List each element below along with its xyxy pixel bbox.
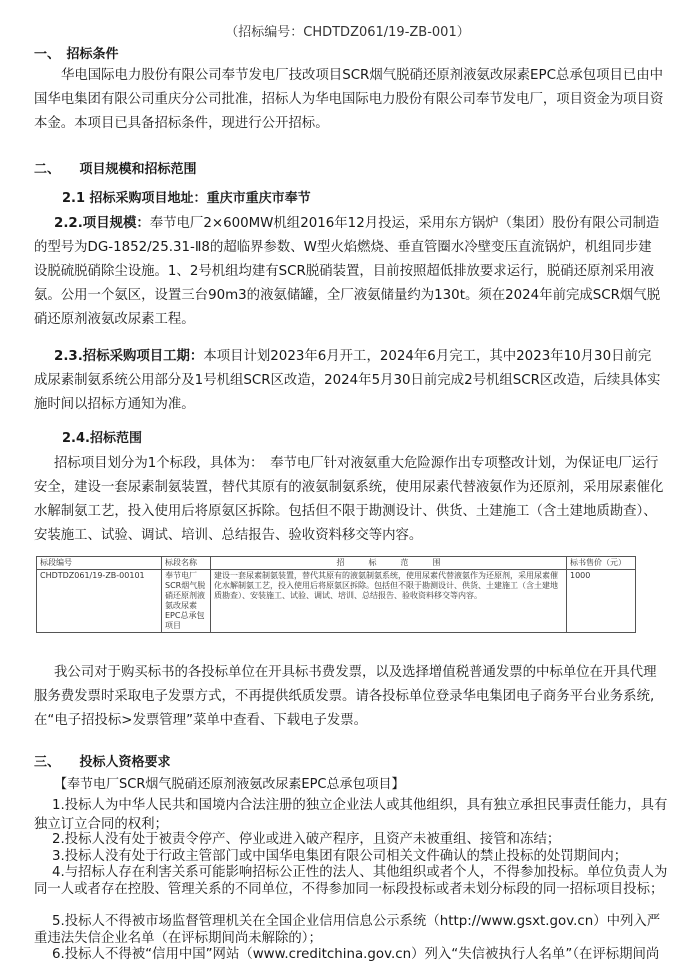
table-header-row bbox=[37, 557, 636, 570]
table-header-cell: 标书售价（元） bbox=[567, 557, 636, 570]
section-2-2-body: 奉节电厂2×600MW机组2016年12月投运，采用东方锅炉（集团）股份有限公司制造的型号为DG-1852/25.31-Ⅱ8的超临界参数、W型火焰燃烧、垂直管圈水冷壁变压直流锅炉，机组同步建设脱硫脱硝除尘设施。1、2号机组均建有SCR脱硝装置，目前按照超低排放要求运行，脱硝还原剂采用液氨。公用一个氨区，设置三台90m3的液氨储罐，全厂液氨储量约为130t。须在2024年前完成SCR烟气脱硝还原剂液氨改尿素工程。 bbox=[34, 216, 661, 327]
section-2-1-value: 重庆市重庆市奉节 bbox=[206, 191, 311, 206]
section-1-body: 华电国际电力股份有限公司奉节发电厂技改项目SCR烟气脱硝还原剂液氨改尿素EPC总承包项目已由中国华电集团有限公司重庆分公司批准，招标人为华电国际电力股份有限公司奉节发电厂，项目资金为项目资本金。本项目已具备招标条件，现进行公开招标。 bbox=[34, 68, 664, 131]
section-2-4-label: 2.4.招标范围 bbox=[62, 431, 142, 446]
section-1-title: 一、 招标条件 bbox=[34, 47, 119, 62]
qualification-item: 1.投标人为中华人民共和国境内合法注册的独立企业法人或其他组织，具有独立承担民事责任能力，具有独立订立合同的权利； bbox=[34, 798, 668, 832]
section-2-2 bbox=[34, 212, 664, 332]
qualification-item: 2.投标人没有处于被责令停产、停业或进入破产程序，且资产未被重组、接管和冻结； bbox=[52, 832, 561, 847]
table-header-cell: 招 标 范 围 bbox=[211, 557, 567, 570]
bid-number: （招标编号：CHDTDZ061/19-ZB-001） bbox=[225, 25, 470, 40]
invoice-note: 我公司对于购买标书的各投标单位在开具标书费发票，以及选择增值税普通发票的中标单位在开具代理服务费发票时采取电子发票方式，不再提供纸质发票。请各投标单位登录华电集团电子商务平台业务系统,在“电子招投标>发票管理”菜单中查看、下载电子发票。 bbox=[34, 665, 657, 728]
section-2-3-body: 本项目计划2023年6月开工，2024年6月完工，其中2023年10月30日前完成尿素制氨系统公用部分及1号机组SCR区改造，2024年5月30日前完成2号机组SCR区改造，后续具体实施时间以招标方通知为准。 bbox=[34, 349, 661, 412]
section-2-3-label: 2.3.招标采购项目工期： bbox=[54, 349, 204, 364]
table-header-cell: 标段名称 bbox=[162, 557, 211, 570]
section-2-2-label: 2.2.项目规模： bbox=[54, 216, 150, 231]
bid-section-table bbox=[36, 556, 636, 633]
bid-section-scope: 建设一套尿素制氨装置，替代其原有的液氨制氨系统，使用尿素代替液氨作为还原剂，采用尿素催化水解制氨工艺，投入使用后将原氨区拆除。包括但不限于勘测设计、供货、土建施工（含土建地质勘查）、安装施工、试验、调试、培训、总结报告、验收资料移交等内容。 bbox=[211, 570, 567, 633]
section-3-project: 【奉节电厂SCR烟气脱硝还原剂液氨改尿素EPC总承包项目】 bbox=[54, 777, 405, 792]
qualification-item: 5.投标人不得被市场监督管理机关在全国企业信用信息公示系统（http://www.gsxt.gov.cn）中列入严重违法失信企业名单（在评标期间尚未解除的）； bbox=[34, 914, 661, 946]
bid-section-name: 奉节电厂SCR烟气脱硝还原剂液氨改尿素EPC总承包项目 bbox=[162, 570, 211, 633]
table-header-cell: 标段编号 bbox=[37, 557, 162, 570]
section-2-1 bbox=[62, 190, 311, 208]
qualification-item: 4.与招标人存在利害关系可能影响招标公正性的法人、其他组织或者个人，不得参加投标。单位负责人为同一人或者存在控股、管理关系的不同单位，不得参加同一标段投标或者未划分标段的同一招标项目投标； bbox=[34, 865, 668, 897]
qualification-item: 3.投标人没有处于行政主管部门或中国华电集团有限公司相关文件确认的禁止投标的处罚期间内； bbox=[52, 849, 628, 864]
section-2-3 bbox=[34, 345, 664, 417]
table-row bbox=[37, 570, 636, 633]
section-2-4-body: 招标项目划分为1个标段，具体为： 奉节电厂针对液氨重大危险源作出专项整改计划，为保证电厂运行安全，建设一套尿素制氨装置，替代其原有的液氨制氨系统，使用尿素代替液氨作为还原剂，采用尿素催化水解制氨工艺，投入使用后将原氨区拆除。包括但不限于勘测设计、供货、土建施工（含土建地质勘查）、安装施工、试验、调试、培训、总结报告、验收资料移交等内容。 bbox=[34, 456, 664, 543]
section-3-title: 三、 投标人资格要求 bbox=[34, 755, 171, 770]
section-2-title: 二、 项目规模和招标范围 bbox=[34, 162, 197, 177]
bid-section-code: CHDTDZ061/19-ZB-00101 bbox=[37, 570, 162, 633]
bid-section-price: 1000 bbox=[567, 570, 636, 633]
qualification-item: 6.投标人不得被“信用中国”网站（www.creditchina.gov.cn）列入“失信被执行人名单”（在评标期间尚 bbox=[52, 947, 660, 962]
section-2-1-label: 2.1 招标采购项目地址： bbox=[62, 191, 207, 206]
